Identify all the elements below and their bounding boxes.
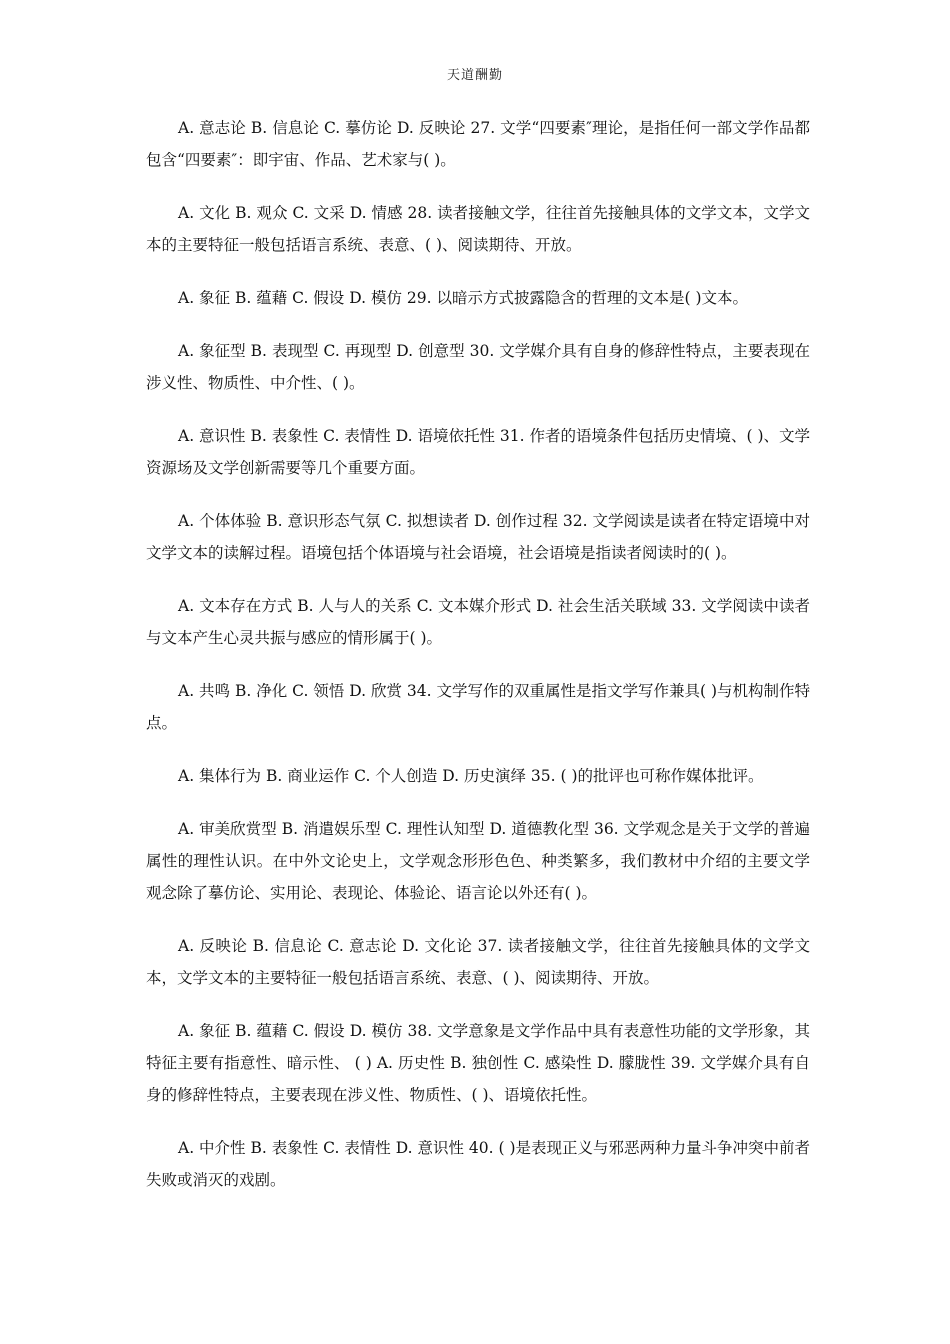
question-paragraph: A. 个体体验 B. 意识形态气氛 C. 拟想读者 D. 创作过程 32. 文学阅读是读者在特定语境中对文学文本的读解过程。语境包括个体语境与社会语境，社会语境是指读者阅读时的( )。: [146, 512, 810, 562]
question-paragraph: A. 集体行为 B. 商业运作 C. 个人创造 D. 历史演绎 35. ( )的批评也可称作媒体批评。: [178, 767, 764, 785]
question-paragraph: A. 文本存在方式 B. 人与人的关系 C. 文本媒介形式 D. 社会生活关联域 33. 文学阅读中读者与文本产生心灵共振与感应的情形属于( )。: [146, 597, 810, 647]
question-paragraph: A. 文化 B. 观众 C. 文采 D. 情感 28. 读者接触文学，往往首先接触具体的文学文本，文学文本的主要特征一般包括语言系统、表意、( )、阅读期待、开放。: [146, 204, 810, 254]
question-paragraph: A. 意识性 B. 表象性 C. 表情性 D. 语境依托性 31. 作者的语境条件包括历史情境、( )、文学资源场及文学创新需要等几个重要方面。: [146, 427, 810, 477]
question-paragraph: A. 共鸣 B. 净化 C. 领悟 D. 欣赏 34. 文学写作的双重属性是指文学写作兼具( )与机构制作特点。: [146, 682, 810, 732]
question-paragraph: A. 象征 B. 蕴藉 C. 假设 D. 模仿 29. 以暗示方式披露隐含的哲理的文本是( )文本。: [178, 289, 748, 307]
question-paragraph: A. 意志论 B. 信息论 C. 摹仿论 D. 反映论 27. 文学“四要素″理论，是指任何一部文学作品都包含“四要素″：即宇宙、作品、艺术家与( )。: [146, 119, 810, 169]
question-paragraph: A. 反映论 B. 信息论 C. 意志论 D. 文化论 37. 读者接触文学，往往首先接触具体的文学文本，文学文本的主要特征一般包括语言系统、表意、( )、阅读期待、开放。: [146, 937, 810, 987]
question-paragraph: A. 象征型 B. 表现型 C. 再现型 D. 创意型 30. 文学媒介具有自身的修辞性特点，主要表现在涉义性、物质性、中介性、( )。: [146, 342, 810, 392]
question-paragraph: A. 象征 B. 蕴藉 C. 假设 D. 模仿 38. 文学意象是文学作品中具有表意性功能的文学形象，其特征主要有指意性、暗示性、 ( ) A. 历史性 B. 独创性 C. 感染性 D. 朦胧性 39. 文学媒介具有自身的修辞性特点，主要表现在涉义性、物质性、( )、语境依托性。: [146, 1022, 810, 1104]
document-body: [146, 112, 810, 1217]
question-paragraph: A. 审美欣赏型 B. 消遣娱乐型 C. 理性认知型 D. 道德教化型 36. 文学观念是关于文学的普遍属性的理性认识。在中外文论史上，文学观念形形色色、种类繁多，我们教材中介绍的主要文学观念除了摹仿论、实用论、表现论、体验论、语言论以外还有( )。: [146, 820, 810, 902]
question-paragraph: A. 中介性 B. 表象性 C. 表情性 D. 意识性 40. ( )是表现正义与邪恶两种力量斗争冲突中前者失败或消灭的戏剧。: [146, 1139, 810, 1189]
page-header: 天道酬勤: [446, 68, 503, 83]
